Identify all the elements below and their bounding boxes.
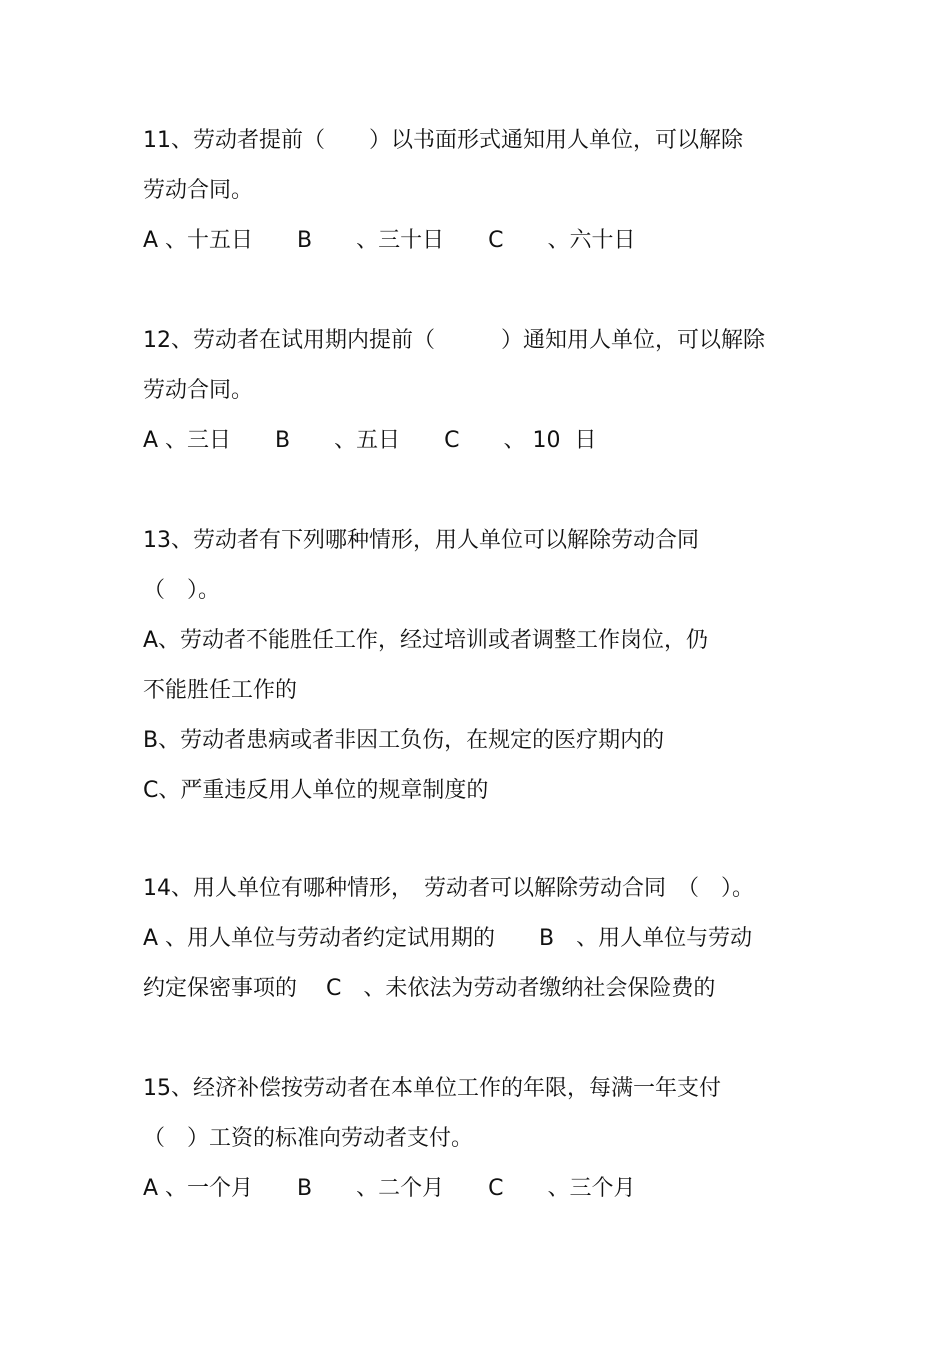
question-12-stem-line-2: 劳动合同。 [143,378,254,403]
question-15-options: A 、一个月 B 、二个月 C 、三个月 [143,1176,636,1201]
question-12-options: A 、三日 B 、五日 C 、 10 日 [143,428,597,453]
question-12-stem-line-1: 12、劳动者在试用期内提前（ ）通知用人单位，可以解除 [143,328,765,353]
question-13-option-a-line-1: A、劳动者不能胜任工作，经过培训或者调整工作岗位，仍 [143,628,709,653]
question-14-options-line-2: 约定保密事项的 C 、未依法为劳动者缴纳社会保险费的 [143,976,716,1001]
question-13-stem-line-2: （ ）。 [143,578,221,603]
question-13-option-a-line-2: 不能胜任工作的 [143,678,298,703]
question-15-stem-line-1: 15、经济补偿按劳动者在本单位工作的年限，每满一年支付 [143,1076,721,1101]
question-11-options: A 、十五日 B 、三十日 C 、六十日 [143,228,636,253]
question-14-stem: 14、用人单位有哪种情形， 劳动者可以解除劳动合同 （ ）。 [143,876,754,901]
question-11-stem-line-2: 劳动合同。 [143,178,254,203]
question-13-stem-line-1: 13、劳动者有下列哪种情形，用人单位可以解除劳动合同 [143,528,699,553]
question-13-option-c: C、严重违反用人单位的规章制度的 [143,778,489,803]
question-11-stem-line-1: 11、劳动者提前（ ）以书面形式通知用人单位，可以解除 [143,128,743,153]
question-13-option-b: B、劳动者患病或者非因工负伤，在规定的医疗期内的 [143,728,665,753]
question-15-stem-line-2: （ ）工资的标准向劳动者支付。 [143,1126,474,1151]
question-14-options-line-1: A 、用人单位与劳动者约定试用期的 B 、用人单位与劳动 [143,926,753,951]
